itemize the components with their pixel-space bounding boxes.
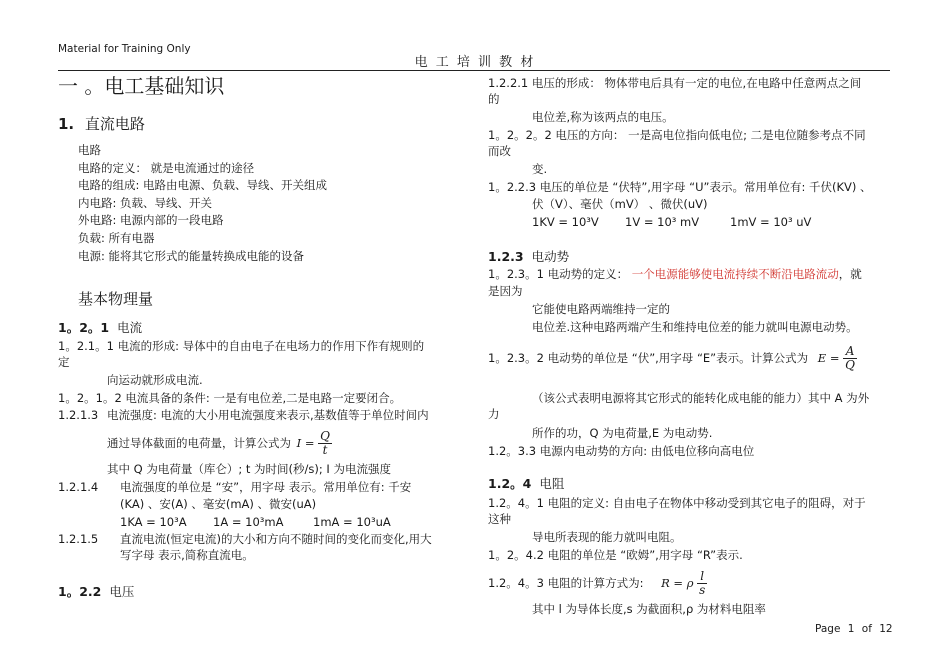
s121-heading (58, 318, 142, 336)
p1211-b: 定 (58, 355, 70, 369)
p1241-c: 导电所表现的能力就叫电阻。 (532, 530, 682, 544)
formula-e-lhs: E = (817, 351, 840, 365)
p1223-c1: 1KV = 10³V (532, 215, 599, 229)
formula-r-fraction (697, 570, 707, 597)
p1214-a: 电流强度的单位是 “安”，用字母 表示。常用单位有: 千安 (120, 480, 412, 494)
p1241-b: 这种 (488, 512, 511, 526)
circuit-line: 电源: 能将其它形式的能量转换成电能的设备 (78, 248, 305, 263)
p1231-d: 电位差.这种电路两端产生和维持电位差的能力就叫电源电动势。 (532, 320, 858, 334)
p1232-c: 力 (488, 407, 500, 421)
circuit-line: 负载: 所有电器 (78, 230, 155, 245)
p1214-num: 1.2.1.4 (58, 480, 99, 494)
p1221-a: 1.2.2.1 电压的形成： 物体带电后具有一定的电位,在电路中任意两点之间 (488, 76, 862, 90)
circuit-line: 内电路: 负载、导线、开关 (78, 195, 213, 210)
circuit-block (78, 142, 327, 265)
circuit-line: 电路的定义： 就是电流通过的途径 (78, 160, 255, 175)
formula-r-den: s (699, 583, 706, 597)
chapter-title: 一 。电工基础知识 (58, 74, 225, 98)
p1222-a: 1。2。2。2 电压的方向： 一是高电位指向低电位; 二是电位随参考点不同 (488, 128, 866, 142)
s123-title: 电动势 (531, 249, 570, 264)
p1243-line (488, 570, 707, 597)
p1232-line (488, 345, 857, 372)
p1213-a: 电流强度: 电流的大小用电流强度来表示,基数值等于单位时间内 (107, 408, 429, 422)
p1214-c3: 1mA = 10³uA (313, 515, 391, 529)
p1214-c1: 1KA = 10³A (120, 515, 187, 529)
p1214-c2: 1A = 10³mA (213, 515, 284, 529)
p1223-a: 1。2.2.3 电压的单位是 “伏特”,用字母 “U”表示。常用单位有: 千伏(KV) 、 (488, 180, 872, 194)
p1231-a-highlight: 一个电源能够使电流持续不断沿电路流动 (631, 267, 839, 281)
p1213-b-line (107, 430, 332, 457)
p1211-a: 1。2.1。1 电流的形成: 导体中的自由电子在电场力的作用下作有规则的 (58, 339, 425, 353)
circuit-line: 电路 (78, 143, 101, 157)
formula-e-num: A (843, 345, 857, 359)
p1213-num: 1.2.1.3 (58, 408, 99, 422)
section1-heading (58, 113, 145, 134)
p1232: 1。2.3。2 电动势的单位是 “伏”,用字母 “E”表示。计算公式为 (488, 351, 809, 365)
p1241-a: 1.2。4。1 电阻的定义: 自由电子在物体中移动受到其它电子的阻碍，对于 (488, 496, 866, 510)
s122-num: 1。2.2 (58, 584, 102, 599)
section1-num: 1. (58, 115, 75, 133)
s124-num: 1.2。4 (488, 476, 532, 491)
p1215-b: 写字母 表示,简称直流电。 (120, 548, 254, 562)
p1213-b: 通过导体截面的电荷量，计算公式为 (107, 436, 291, 450)
p1223-b: 伏（V）、毫伏（mV） 、微伏(uV) (532, 197, 708, 211)
s124-title: 电阻 (539, 476, 565, 491)
s124-heading (488, 474, 564, 492)
p1221-b: 的 (488, 92, 500, 106)
p1215-a: 直流电流(恒定电流)的大小和方向不随时间的变化而变化,用大 (120, 532, 432, 546)
p1213-c: 其中 Q 为电荷量（库仑）; t 为时间(秒/s); I 为电流强度 (107, 462, 391, 476)
formula-e-den: Q (845, 358, 855, 372)
header-center: 电 工 培 训 教 材 (414, 55, 536, 70)
page-number: Page 1 of 12 (815, 623, 893, 635)
p1223-c2: 1V = 10³ mV (625, 215, 700, 229)
section1-title: 直流电路 (84, 115, 145, 133)
header-left: Material for Training Only (58, 43, 191, 55)
formula-e-fraction (843, 345, 857, 372)
p1221-c: 电位差,称为该两点的电压。 (532, 110, 674, 124)
p1243: 1.2。4。3 电阻的计算方式为: (488, 576, 644, 590)
p1232-d: 所作的功，Q 为电荷量,E 为电动势. (532, 426, 713, 440)
formula-r-lhs: R = ρ (661, 576, 694, 590)
formula-i-den: t (322, 443, 328, 457)
p1212: 1。2。1。2 电流具备的条件: 一是有电位差,二是电路一定要闭合。 (58, 391, 402, 405)
s123-heading (488, 247, 569, 265)
formula-r-num: l (697, 570, 707, 584)
s122-heading (58, 582, 134, 600)
s121-num: 1。2。1 (58, 320, 110, 335)
p1214-b: (KA) 、安(A) 、毫安(mA) 、微安(uA) (120, 497, 317, 511)
s122-title: 电压 (109, 584, 135, 599)
formula-i-num: Q (320, 429, 330, 443)
p1232-b: （该公式表明电源将其它形式的能转化成电能的能力）其中 A 为外 (532, 391, 870, 405)
p1231-a-pre: 1。2.3。1 电动势的定义： (488, 267, 632, 281)
p1223-c3: 1mV = 10³ uV (730, 215, 812, 229)
p1231-c: 它能使电路两端维持一定的 (532, 302, 670, 316)
p1231-a (488, 266, 862, 282)
p1222-b: 而改 (488, 144, 511, 158)
formula-i-lhs: I = (296, 436, 315, 450)
formula-i-fraction (318, 430, 332, 457)
p1231-b: 是因为 (488, 284, 523, 298)
basic-title: 基本物理量 (78, 290, 154, 308)
s121-title: 电流 (117, 320, 143, 335)
circuit-line: 外电路: 电源内部的一段电路 (78, 213, 224, 228)
s123-num: 1.2.3 (488, 249, 524, 264)
p1231-a-post: ，就 (838, 267, 862, 281)
p1211-c: 向运动就形成电流. (107, 373, 203, 387)
circuit-line: 电路的组成: 电路由电源、负载、导线、开关组成 (78, 178, 328, 193)
p1242: 1。2。4.2 电阻的单位是 “欧姆”,用字母 “R”表示. (488, 548, 743, 562)
p1243-b: 其中 l 为导体长度,s 为截面积,ρ 为材料电阻率 (532, 602, 766, 616)
p1215-num: 1.2.1.5 (58, 532, 99, 546)
p1233: 1.2。3.3 电源内电动势的方向: 由低电位移向高电位 (488, 444, 755, 458)
p1222-c: 变. (532, 162, 548, 176)
